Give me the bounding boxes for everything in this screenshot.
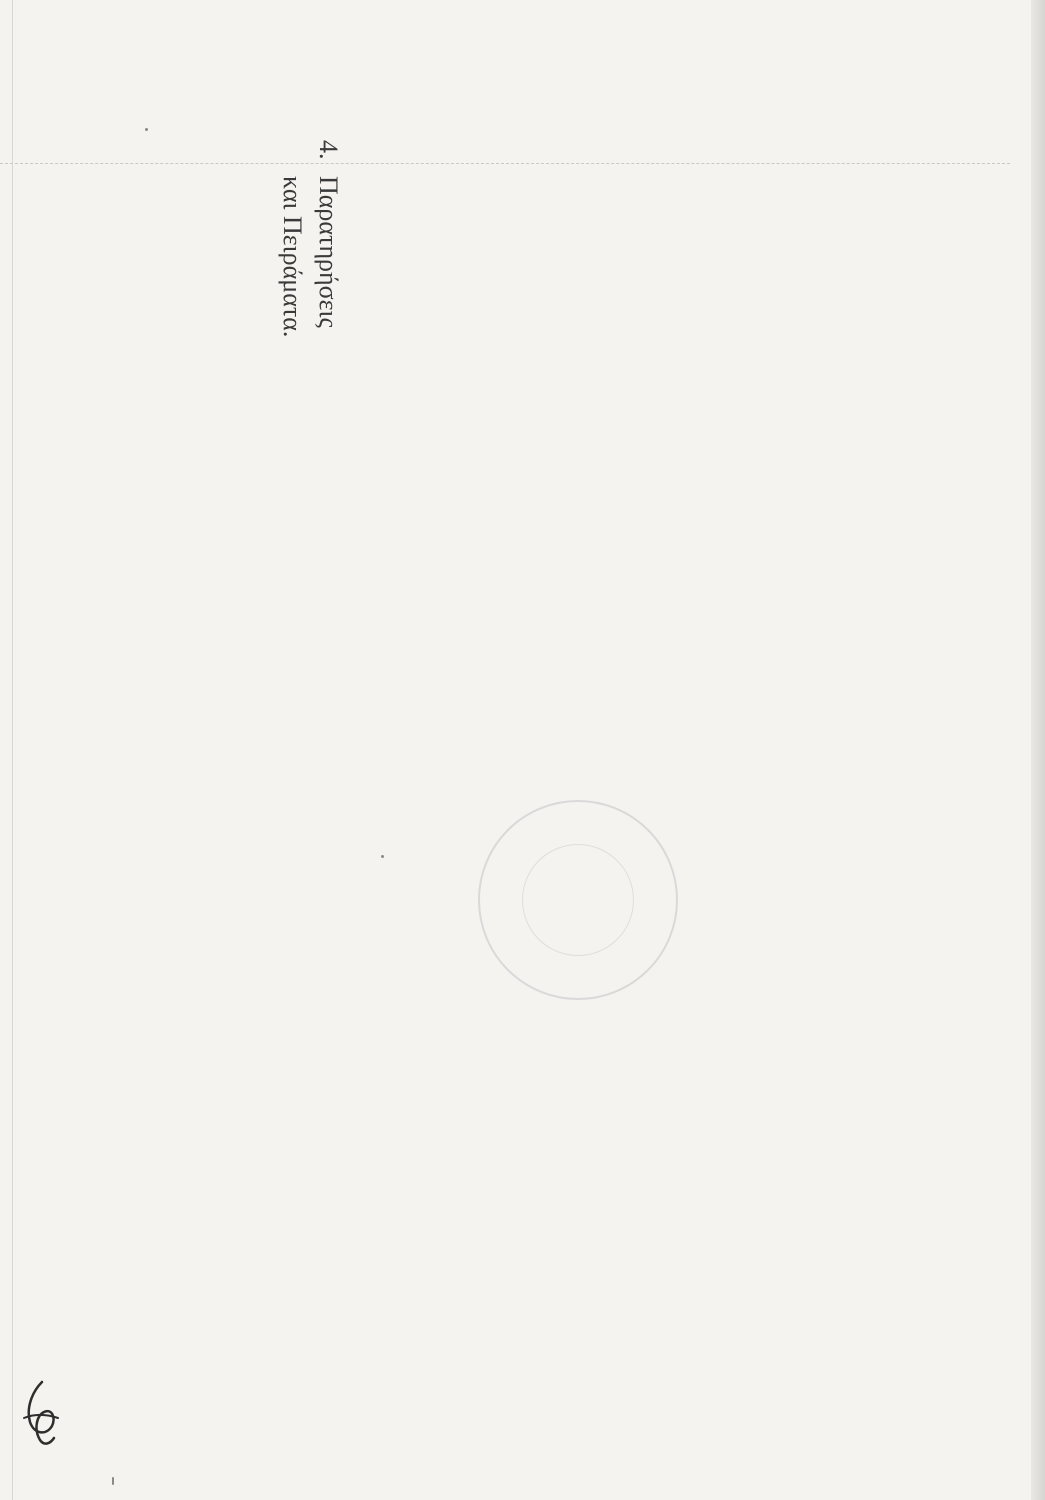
dust-speck: [112, 1477, 114, 1485]
dust-speck: [145, 128, 148, 131]
binding-line: [12, 0, 13, 1500]
faint-stamp-inner-ring: [522, 844, 634, 956]
section-title-line-1: Παρατηρήσεις: [314, 176, 343, 328]
section-heading: [273, 140, 363, 390]
dashed-fold-line: [0, 163, 1010, 164]
section-number: 4.: [314, 140, 343, 160]
dust-speck: [381, 855, 384, 858]
handwritten-mark: [12, 1378, 68, 1450]
section-title-line-2: και Πειράματα.: [278, 176, 307, 338]
faint-stamp: [478, 800, 678, 1000]
page-right-edge: [1031, 0, 1045, 1500]
